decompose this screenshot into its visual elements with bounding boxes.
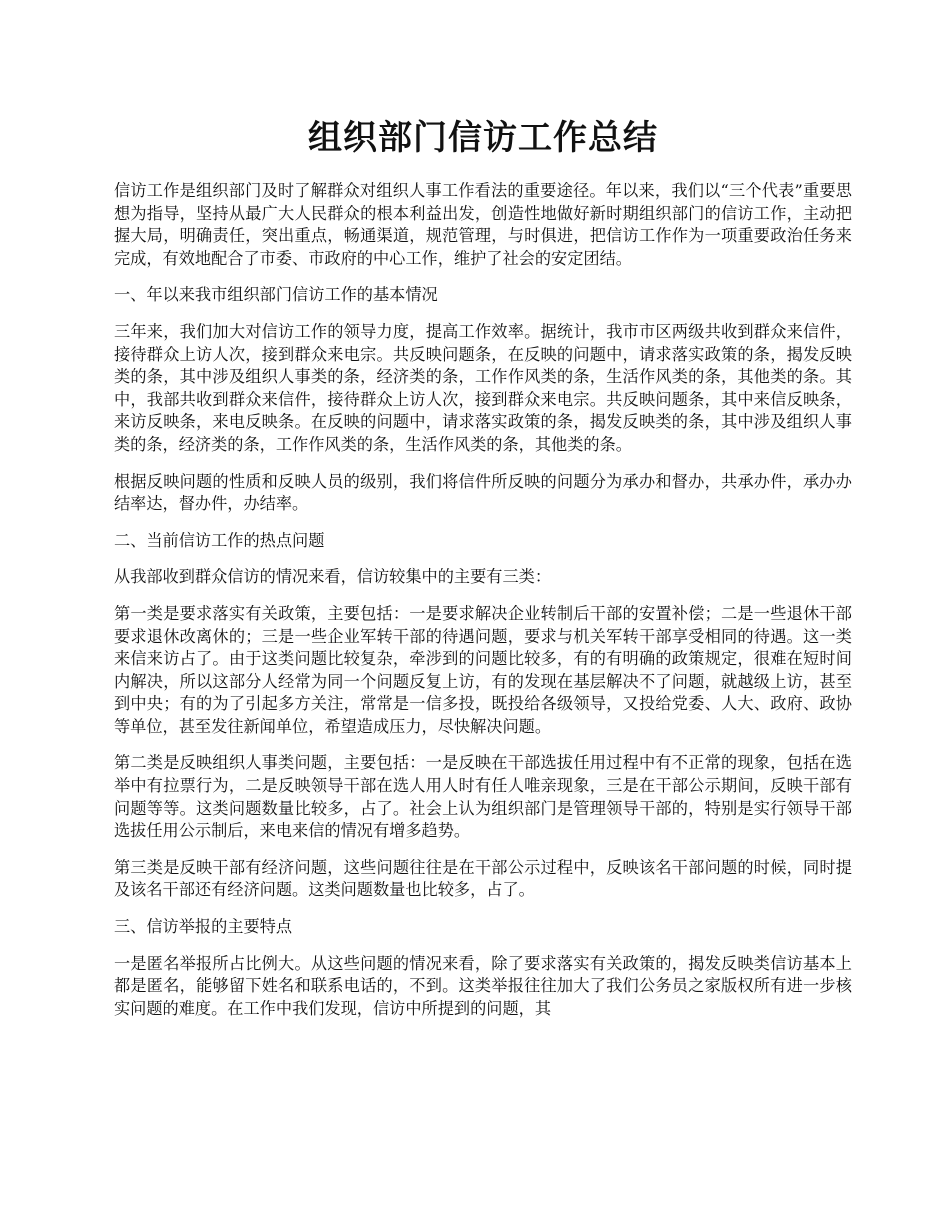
document-page — [114, 0, 852, 1034]
section-heading-1: 一、年以来我市组织部门信访工作的基本情况 — [114, 285, 438, 305]
document-title: 组织部门信访工作总结 — [308, 118, 658, 158]
features-paragraph: 一是匿名举报所占比例大。从这些问题的情况来看，除了要求落实有关政策的，揭发反映类信访基本上都是匿名，能够留下姓名和联系电话的，不到。这类举报往往加大了我们公务员之家版权所有进一步核实问题的难度。在工作中我们发现，信访中所提到的问题，其 — [114, 953, 852, 1018]
hotspot-intro-paragraph: 从我部收到群众信访的情况来看，信访较集中的主要有三类： — [114, 567, 552, 587]
section-heading-2: 二、当前信访工作的热点问题 — [114, 530, 325, 550]
category-three-paragraph: 第三类是反映干部有经济问题，这些问题往往是在干部公示过程中，反映该名干部问题的时候，同时提及该名干部还有经济问题。这类问题数量也比较多，占了。 — [114, 857, 852, 900]
category-one-paragraph: 第一类是要求落实有关政策，主要包括：一是要求解决企业转制后干部的安置补偿；二是一些退休干部要求退休改离休的；三是一些企业军转干部的待遇问题，要求与机关军转干部享受相同的待遇。这一类来信来访占了。由于这类问题比较复杂，牵涉到的问题比较多，有的有明确的政策规定，很难在短时间内解决，所以这部分人经常为同一个问题反复上访，有的发现在基层解决不了问题，就越级上访，甚至到中央；有的为了引起多方关注，常常是一信多投，既投给各级领导，又投给党委、人大、政府、政协等单位，甚至发往新闻单位，希望造成压力，尽快解决问题。 — [114, 603, 852, 736]
section-heading-3: 三、信访举报的主要特点 — [114, 917, 293, 937]
document-body — [114, 180, 852, 1020]
intro-paragraph: 信访工作是组织部门及时了解群众对组织人事工作看法的重要途径。年以来，我们以“三个代表”重要思想为指导，坚持从最广大人民群众的根本利益出发，创造性地做好新时期组织部门的信访工作，主动把握大局，明确责任，突出重点，畅通渠道，规范管理，与时俱进，把信访工作作为一项重要政治任务来完成，有效地配合了市委、市政府的中心工作，维护了社会的安定团结。 — [114, 181, 852, 268]
handling-paragraph: 根据反映问题的性质和反映人员的级别，我们将信件所反映的问题分为承办和督办，共承办件，承办办结率达，督办件，办结率。 — [114, 471, 852, 514]
category-two-paragraph: 第二类是反映组织人事类问题，主要包括：一是反映在干部选拔任用过程中有不正常的现象，包括在选举中有拉票行为，二是反映领导干部在选人用人时有任人唯亲现象，三是在干部公示期间，反映干部有问题等等。这类问题数量比较多，占了。社会上认为组织部门是管理领导干部的，特别是实行领导干部选拔任用公示制后，来电来信的情况有增多趋势。 — [114, 753, 852, 841]
statistics-paragraph: 三年来，我们加大对信访工作的领导力度，提高工作效率。据统计，我市市区两级共收到群众来信件，接待群众上访人次，接到群众来电宗。共反映问题条，在反映的问题中，请求落实政策的条，揭发反映类的条，其中涉及组织人事类的条，经济类的条，工作作风类的条，生活作风类的条，其他类的条。其中，我部共收到群众来信件，接待群众上访人次，接到群众来电宗。共反映问题条，其中来信反映条，来访反映条，来电反映条。在反映的问题中，请求落实政策的条，揭发反映类的条，其中涉及组织人事类的条，经济类的条，工作作风类的条，生活作风类的条，其他类的条。 — [114, 321, 852, 454]
